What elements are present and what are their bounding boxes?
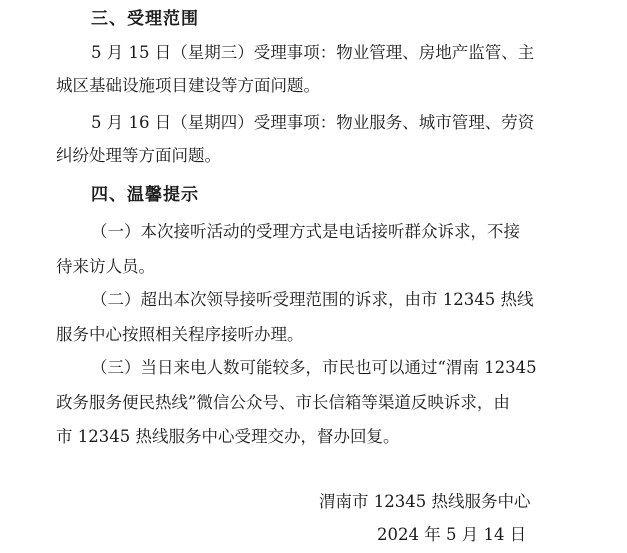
signature-date: 2024 年 5 月 14 日 (377, 525, 527, 544)
paragraph-line: 服务中心按照相关程序接听办理。 (56, 325, 304, 344)
section-heading-scope: 三、受理范围 (91, 9, 199, 29)
paragraph-line: （二）超出本次领导接听受理范围的诉求，由市 12345 热线 (91, 290, 534, 309)
paragraph-line: （三）当日来电人数可能较多，市民也可以通过“渭南 12345 (91, 358, 537, 377)
paragraph-line: 纠纷处理等方面问题。 (56, 146, 221, 165)
paragraph-line: 市 12345 热线服务中心受理交办，督办回复。 (56, 427, 400, 446)
paragraph-line: 5 月 15 日（星期三）受理事项：物业管理、房地产监管、主 (91, 43, 535, 62)
paragraph-line: 5 月 16 日（星期四）受理事项：物业服务、城市管理、劳资 (91, 113, 535, 132)
paragraph-line: 城区基础设施项目建设等方面问题。 (56, 76, 320, 95)
paragraph-line: 政务服务便民热线”微信公众号、市长信箱等渠道反映诉求，由 (56, 393, 510, 412)
paragraph-line: （一）本次接听活动的受理方式是电话接听群众诉求，不接 (91, 222, 520, 241)
signature-organization: 渭南市 12345 热线服务中心 (319, 492, 531, 511)
section-heading-tips: 四、温馨提示 (91, 185, 199, 205)
paragraph-line: 待来访人员。 (56, 257, 155, 276)
